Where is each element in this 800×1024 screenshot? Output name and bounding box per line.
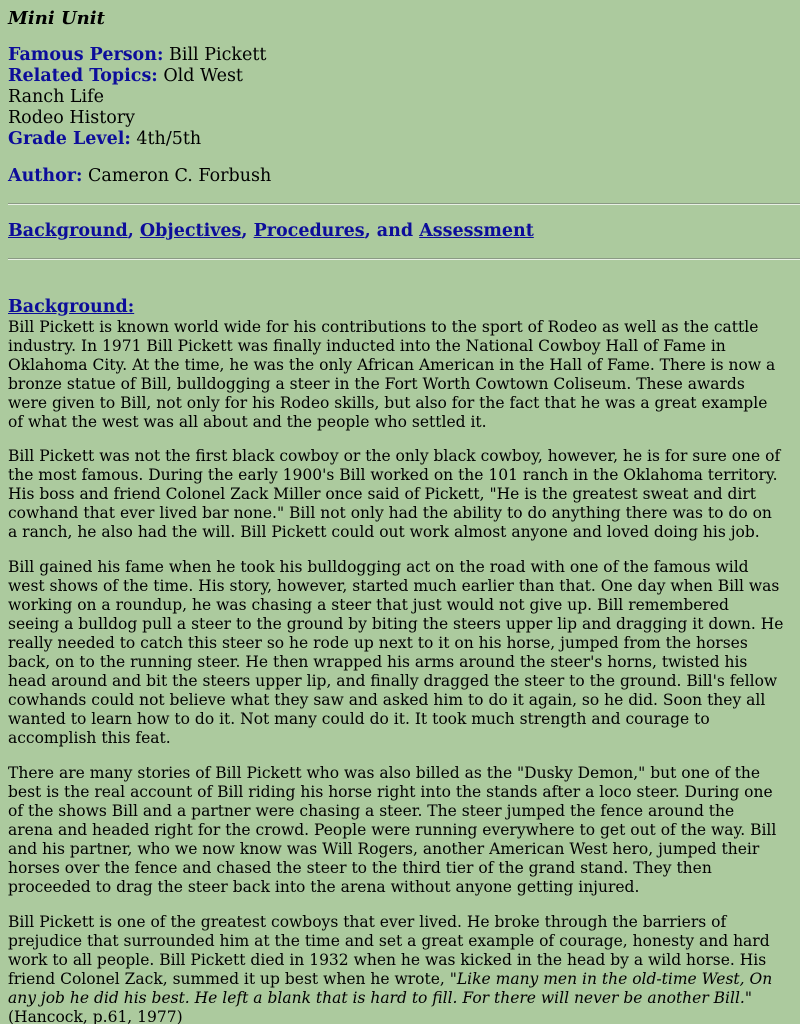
nav-separator: , and xyxy=(364,221,420,241)
horizontal-rule-bottom xyxy=(8,258,800,260)
zack-miller-quote: Like many men in the old-time West, On any job he did his best. He left a blank that is hard to fill. For there will never be another Bill. xyxy=(8,970,773,1007)
nav-link-assessment[interactable]: Assessment xyxy=(419,221,534,241)
background-paragraph-5 xyxy=(8,913,800,1024)
author-line xyxy=(8,166,271,187)
background-paragraph-1: Bill Pickett is known world wide for his contributions to the sport of Rodeo as well as the cattle industry. In 1971 Bill Pickett was finally inducted into the National Cowboy Hall of Fame in Oklahoma City. At the time, he was the only African American in the Hall of Fame. There is now a bronze statue of Bill, bulldogging a steer in the Fort Worth Cowtown Coliseum. These awards were given to Bill, not only for his Rodeo skills, but also for the fact that he was a great example of what the west was all about and the people who settled it. xyxy=(8,318,776,431)
nav-link-procedures[interactable]: Procedures xyxy=(253,221,365,241)
nav-link-objectives[interactable]: Objectives xyxy=(139,221,242,241)
author-value: Cameron C. Forbush xyxy=(82,166,272,186)
related-topics-value: Old West xyxy=(157,66,243,86)
famous-person-line xyxy=(8,45,266,66)
background-heading xyxy=(8,297,134,318)
related-topic-ranch-life: Ranch Life xyxy=(8,87,104,107)
famous-person-value: Bill Pickett xyxy=(163,45,267,65)
background-paragraph-2: Bill Pickett was not the first black cowboy or the only black cowboy, however, he is for sure one of the most famous. During the early 1900's Bill worked on the 101 ranch in the Oklahoma territory. His boss and friend Colonel Zack Miller once said of Pickett, "He is the greatest sweat and dirt cowhand that ever lived bar none." Bill not only had the ability to do anything there was to do on a ranch, he also had the will. Bill Pickett could out work almost anyone and loved doing his job. xyxy=(8,447,781,541)
nav-separator: , xyxy=(127,221,140,241)
grade-level-label: Grade Level: xyxy=(8,129,131,149)
background-paragraph-3: Bill gained his fame when he took his bulldogging act on the road with one of the famous wild west shows of the time. His story, however, started much earlier than that. One day when Bill was working on a roundup, he was chasing a steer that just would not give up. Bill remembered seeing a bulldog pull a steer to the ground by biting the steers upper lip and dragging it down. He really needed to catch this steer so he rode up next to it on his horse, jumped from the horses back, on to the running steer. He then wrapped his arms around the steer's horns, twisted his head around and bit the steers upper lip, and finally dragged the steer to the ground. Bill's fellow cowhands could not believe what they saw and asked him to do it again, so he did. Soon they all wanted to learn how to do it. Not many could do it. It took much strength and courage to accomplish this feat. xyxy=(8,558,784,747)
grade-level-value: 4th/5th xyxy=(130,129,202,149)
paragraph-5-text: Bill Pickett is one of the greatest cowboys that ever lived. He broke through the barriers of prejudice that surrounded him at the time and set a great example of courage, honesty and hard work to all people. Bill Pickett died in 1932 when he was kicked in the head by a wild horse. His friend Colonel Zack, summed it up best when he wrote, " xyxy=(8,913,770,988)
horizontal-rule-top xyxy=(8,203,800,205)
nav-separator: , xyxy=(241,221,254,241)
background-anchor-link[interactable]: Background: xyxy=(8,297,135,317)
paragraph-5-citation: " (Hancock, p.61, 1977) xyxy=(8,989,752,1024)
nav-link-background[interactable]: Background xyxy=(8,221,128,241)
mini-unit-title: Mini Unit xyxy=(8,8,105,29)
background-paragraph-4: There are many stories of Bill Pickett who was also billed as the "Dusky Demon," but one of the best is the real account of Bill riding his horse right into the stands after a loco steer. During one of the shows Bill and a partner were chasing a steer. The steer jumped the fence around the arena and headed right for the crowd. People were running everywhere to get out of the way. Bill and his partner, who we now know was Will Rogers, another American West hero, jumped their horses over the fence and chased the steer to the third tier of the grand stand. They then proceeded to drag the steer back into the arena without anyone getting injured. xyxy=(8,764,777,896)
famous-person-label: Famous Person: xyxy=(8,45,164,65)
section-nav xyxy=(8,221,534,242)
related-topics-label: Related Topics: xyxy=(8,66,158,86)
grade-level-line xyxy=(8,129,201,150)
related-topic-rodeo-history: Rodeo History xyxy=(8,108,136,128)
author-label: Author: xyxy=(8,166,83,186)
related-topics-line xyxy=(8,66,243,87)
